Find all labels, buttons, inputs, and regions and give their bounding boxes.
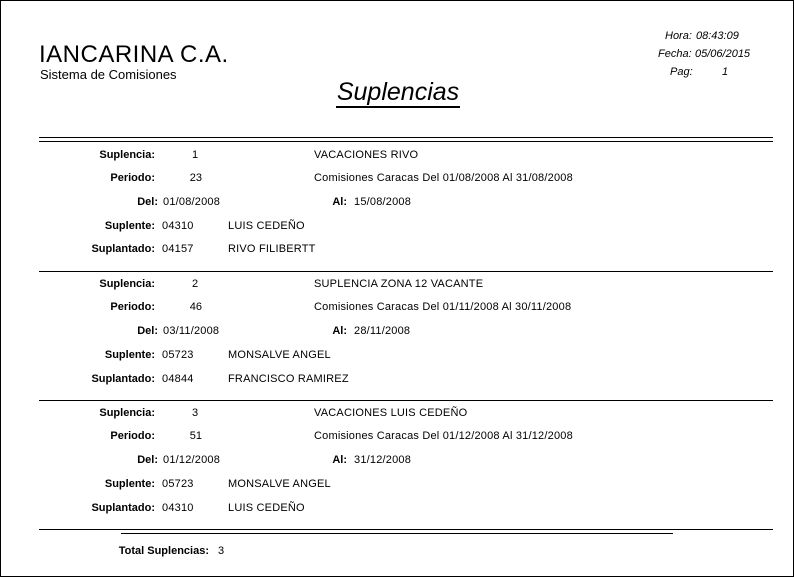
hora-label: Hora: [665,30,692,42]
suplente-code: 05723 [162,478,194,490]
suplantado-label: Suplantado: [91,502,155,514]
suplente-name: LUIS CEDEÑO [228,220,305,232]
suplencia-number: 3 [192,407,199,419]
periodo-number: 46 [189,301,202,313]
fecha-value: 05/06/2015 [695,48,751,60]
company-name: IANCARINA C.A. [39,41,229,68]
pag-value: 1 [722,66,729,78]
suplente-name: MONSALVE ANGEL [228,478,331,490]
periodo-label: Periodo: [110,172,155,184]
suplencia-label: Suplencia: [99,149,155,161]
periodo-description: Comisiones Caracas Del 01/11/2008 Al 30/11/2008 [314,301,572,313]
record-divider [39,529,773,530]
suplencia-number: 2 [192,278,199,290]
suplantado-code: 04157 [162,243,194,255]
al-label: Al: [332,454,347,466]
suplente-label: Suplente: [104,220,155,232]
suplantado-name: FRANCISCO RAMIREZ [228,373,349,385]
del-label: Del: [137,196,158,208]
suplencia-description: VACACIONES LUIS CEDEÑO [314,407,468,419]
report-title [1,78,794,107]
total-value: 3 [218,545,225,557]
al-date: 28/11/2008 [354,325,411,337]
periodo-description: Comisiones Caracas Del 01/08/2008 Al 31/08/2008 [314,172,573,184]
del-label: Del: [137,325,158,337]
periodo-label: Periodo: [110,430,155,442]
periodo-label: Periodo: [110,301,155,313]
fecha-label: Fecha: [658,48,692,60]
suplente-name: MONSALVE ANGEL [228,349,331,361]
suplantado-name: LUIS CEDEÑO [228,502,305,514]
hora-value: 08:43:09 [696,30,739,42]
al-date: 31/12/2008 [354,454,412,466]
del-date: 03/11/2008 [163,325,220,337]
suplente-label: Suplente: [104,478,155,490]
al-label: Al: [332,325,347,337]
suplencia-label: Suplencia: [99,278,155,290]
system-name: Sistema de Comisiones [40,67,177,82]
del-label: Del: [137,454,158,466]
suplencia-number: 1 [192,149,199,161]
periodo-description: Comisiones Caracas Del 01/12/2008 Al 31/12/2008 [314,430,573,442]
pag-label: Pag: [670,66,693,78]
total-label: Total Suplencias: [118,545,209,557]
header-rule-top [39,137,773,138]
al-date: 15/08/2008 [354,196,412,208]
periodo-number: 51 [189,430,202,442]
suplantado-label: Suplantado: [91,243,155,255]
record-divider [39,271,773,272]
report-title-text: Suplencias [336,78,460,106]
suplantado-code: 04310 [162,502,194,514]
periodo-number: 23 [189,172,202,184]
record-divider [39,400,773,401]
suplencia-description: SUPLENCIA ZONA 12 VACANTE [314,278,484,290]
header-rule-bottom [39,141,773,142]
del-date: 01/08/2008 [163,196,221,208]
del-date: 01/12/2008 [163,454,221,466]
suplente-label: Suplente: [104,349,155,361]
al-label: Al: [332,196,347,208]
suplantado-code: 04844 [162,373,194,385]
suplente-code: 05723 [162,349,194,361]
total-rule [121,533,673,534]
suplantado-label: Suplantado: [91,373,155,385]
suplente-code: 04310 [162,220,194,232]
suplencia-description: VACACIONES RIVO [314,149,419,161]
suplantado-name: RIVO FILIBERTT [228,243,316,255]
suplencia-label: Suplencia: [99,407,155,419]
